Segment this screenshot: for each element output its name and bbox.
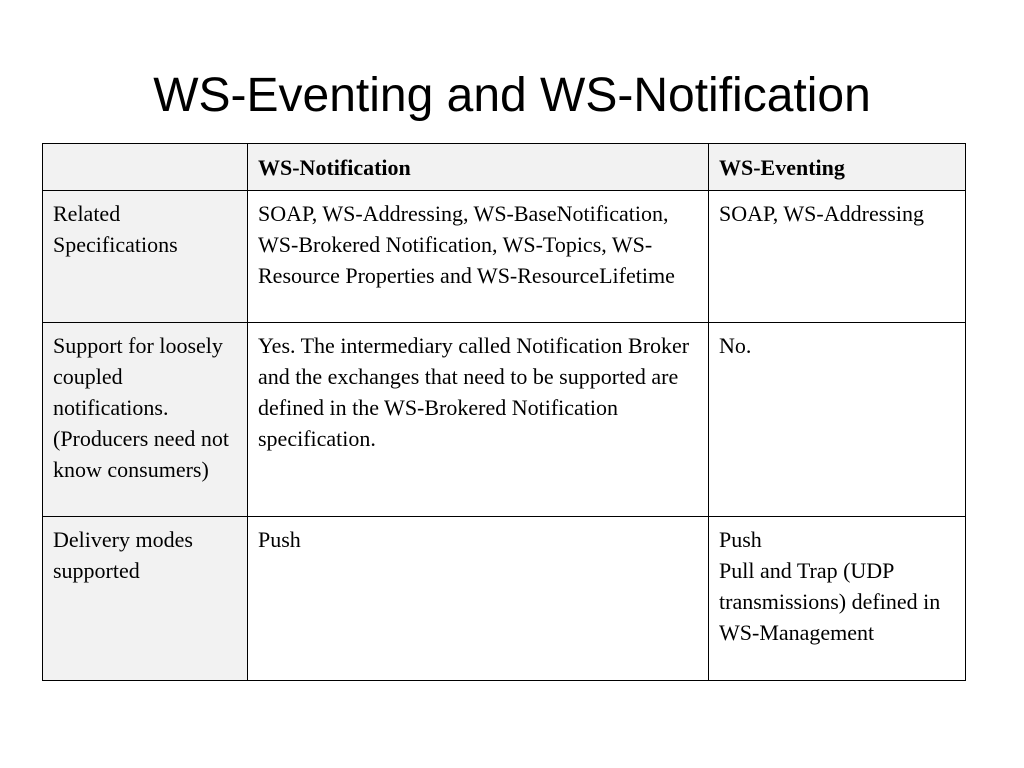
header-ws-eventing: WS-Eventing	[709, 144, 966, 191]
cell-ws-notification-related-specifications: SOAP, WS-Addressing, WS-BaseNotification, WS-Brokered Notification, WS-Topics, WS-Resource Properties and WS-ResourceLifetime	[248, 191, 709, 323]
row-label-delivery-modes: Delivery modes supported	[43, 517, 248, 681]
slide-title: WS-Eventing and WS-Notification	[153, 69, 871, 122]
table-row	[43, 517, 966, 681]
header-ws-notification: WS-Notification	[248, 144, 709, 191]
table-row	[43, 323, 966, 517]
delivery-mode-push: Push	[719, 527, 762, 552]
delivery-mode-pull-and-trap: Pull and Trap (UDP transmissions) defined in WS-Management	[719, 558, 941, 645]
table-header-row	[43, 144, 966, 191]
table-row	[43, 191, 966, 323]
cell-ws-eventing-delivery-modes	[709, 517, 966, 681]
comparison-table	[42, 143, 966, 681]
cell-ws-notification-delivery-modes: Push	[248, 517, 709, 681]
row-label-related-specifications: Related Specifications	[43, 191, 248, 323]
row-label-loosely-coupled: Support for loosely coupled notifications. (Producers need not know consumers)	[43, 323, 248, 517]
cell-ws-notification-loosely-coupled: Yes. The intermediary called Notification Broker and the exchanges that need to be supported are defined in the WS-Brokered Notification specification.	[248, 323, 709, 517]
header-empty-cell	[43, 144, 248, 191]
cell-ws-eventing-related-specifications: SOAP, WS-Addressing	[709, 191, 966, 323]
cell-ws-eventing-loosely-coupled: No.	[709, 323, 966, 517]
